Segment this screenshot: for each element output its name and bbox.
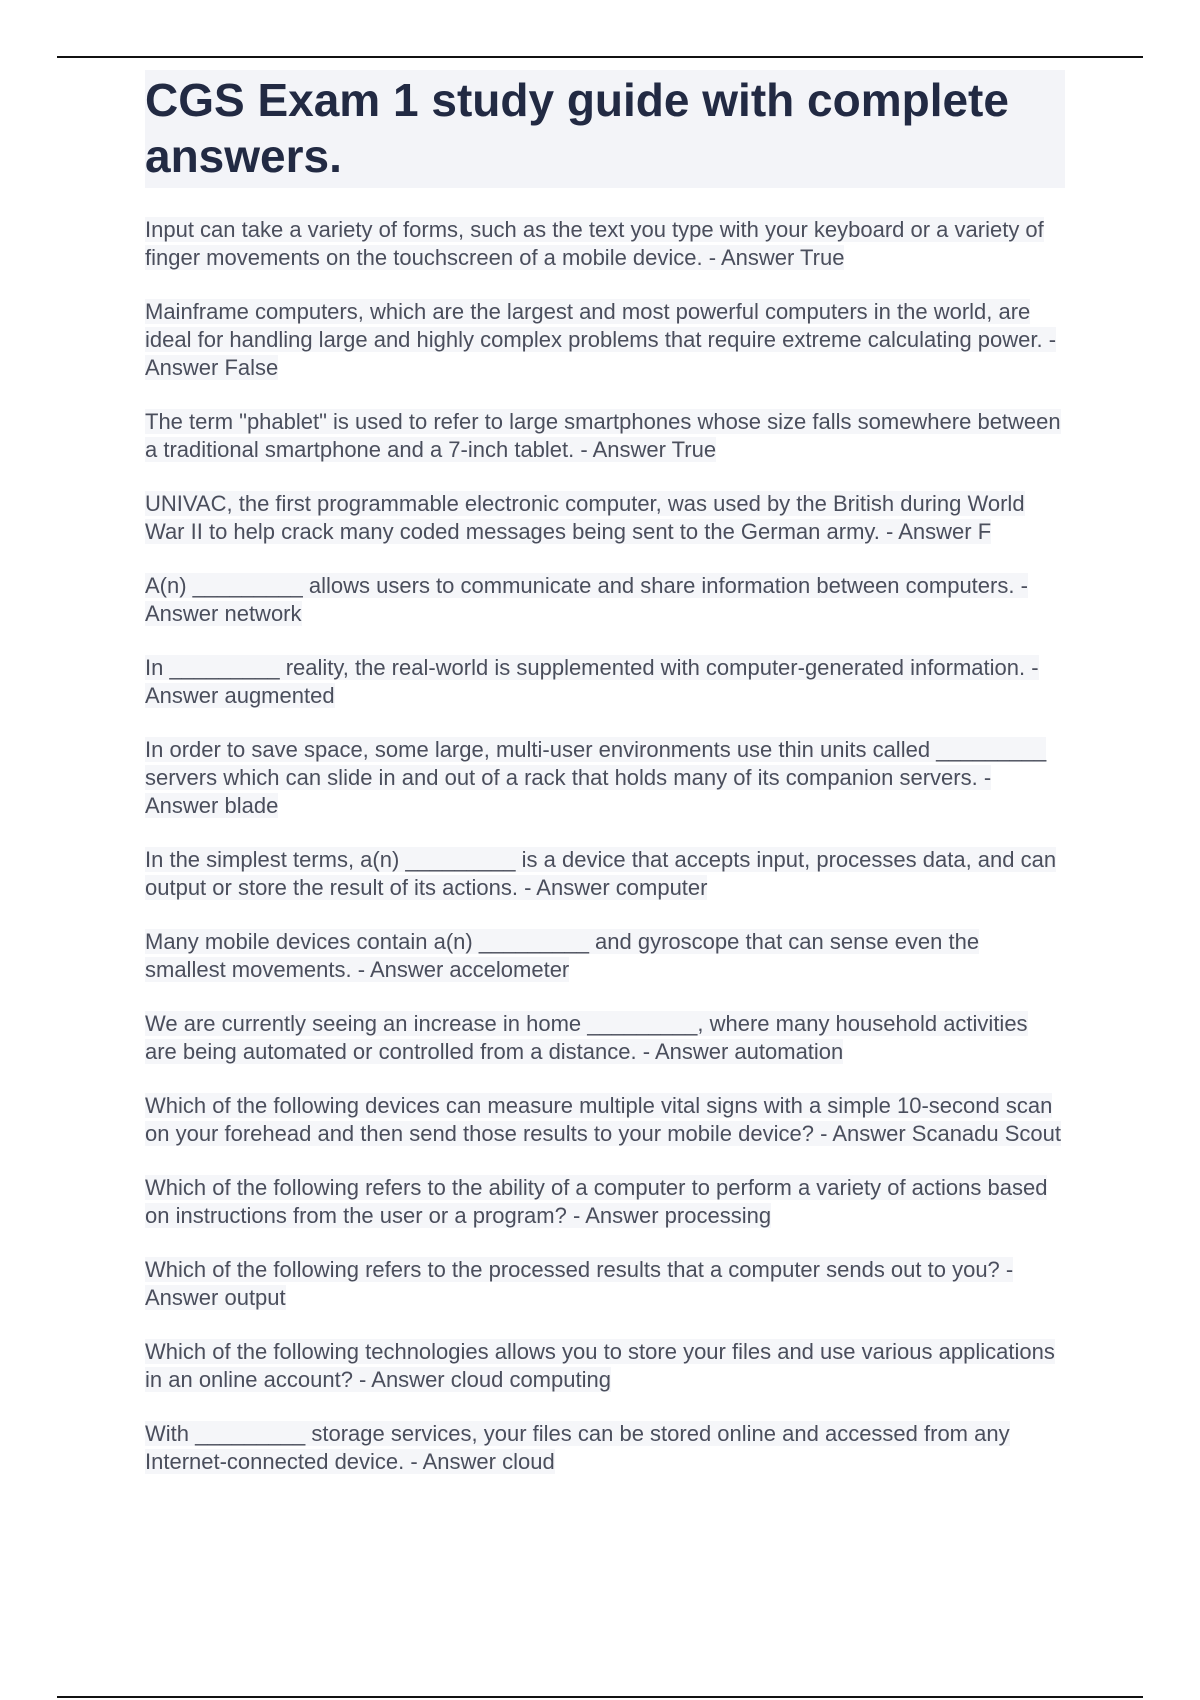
qa-text: Which of the following refers to the ability of a computer to perform a variety of actions based on instructions from the user or a program? - Answer processing [145,1175,1048,1228]
qa-item [145,1174,1065,1230]
top-rule [57,56,1143,58]
document-body [145,70,1065,1502]
qa-text: In order to save space, some large, multi-user environments use thin units called _________ servers which can slide in and out of a rack that holds many of its companion servers. - Answer blade [145,737,1047,818]
qa-text: We are currently seeing an increase in home _________, where many household activities are being automated or controlled from a distance. - Answer automation [145,1011,1028,1064]
qa-item [145,1338,1065,1394]
qa-item [145,1256,1065,1312]
qa-text: Which of the following devices can measure multiple vital signs with a simple 10-second scan on your forehead and then send those results to your mobile device? - Answer Scanadu Scout [145,1093,1062,1146]
qa-item [145,1092,1065,1148]
qa-text: In _________ reality, the real-world is supplemented with computer-generated information. - Answer augmented [145,655,1039,708]
qa-text: In the simplest terms, a(n) _________ is a device that accepts input, processes data, and can output or store the result of its actions. - Answer computer [145,847,1057,900]
bottom-rule [57,1696,1143,1698]
qa-item [145,928,1065,984]
qa-item [145,654,1065,710]
qa-item [145,216,1065,272]
qa-text: Which of the following technologies allows you to store your files and use various applications in an online account? - Answer cloud computing [145,1339,1055,1392]
qa-item [145,1420,1065,1476]
qa-text: Input can take a variety of forms, such as the text you type with your keyboard or a variety of finger movements on the touchscreen of a mobile device. - Answer True [145,217,1044,270]
qa-text: A(n) _________ allows users to communicate and share information between computers. - Answer network [145,573,1028,626]
qa-item [145,490,1065,546]
qa-text: UNIVAC, the first programmable electronic computer, was used by the British during World War II to help crack many coded messages being sent to the German army. - Answer F [145,491,1025,544]
qa-item [145,408,1065,464]
title-block [145,70,1065,188]
qa-text: Which of the following refers to the processed results that a computer sends out to you? - Answer output [145,1257,1014,1310]
qa-text: Many mobile devices contain a(n) _________ and gyroscope that can sense even the smallest movements. - Answer accelometer [145,929,980,982]
qa-text: The term "phablet" is used to refer to large smartphones whose size falls somewhere between a traditional smartphone and a 7-inch tablet. - Answer True [145,409,1061,462]
qa-item [145,736,1065,820]
qa-item [145,846,1065,902]
qa-item [145,298,1065,382]
qa-text: With _________ storage services, your files can be stored online and accessed from any Internet-connected device. - Answer cloud [145,1421,1010,1474]
qa-text: Mainframe computers, which are the largest and most powerful computers in the world, are ideal for handling large and highly complex problems that require extreme calculating power. - Answer False [145,299,1057,380]
qa-item [145,572,1065,628]
document-title: CGS Exam 1 study guide with complete answers. [145,74,1009,182]
qa-item [145,1010,1065,1066]
